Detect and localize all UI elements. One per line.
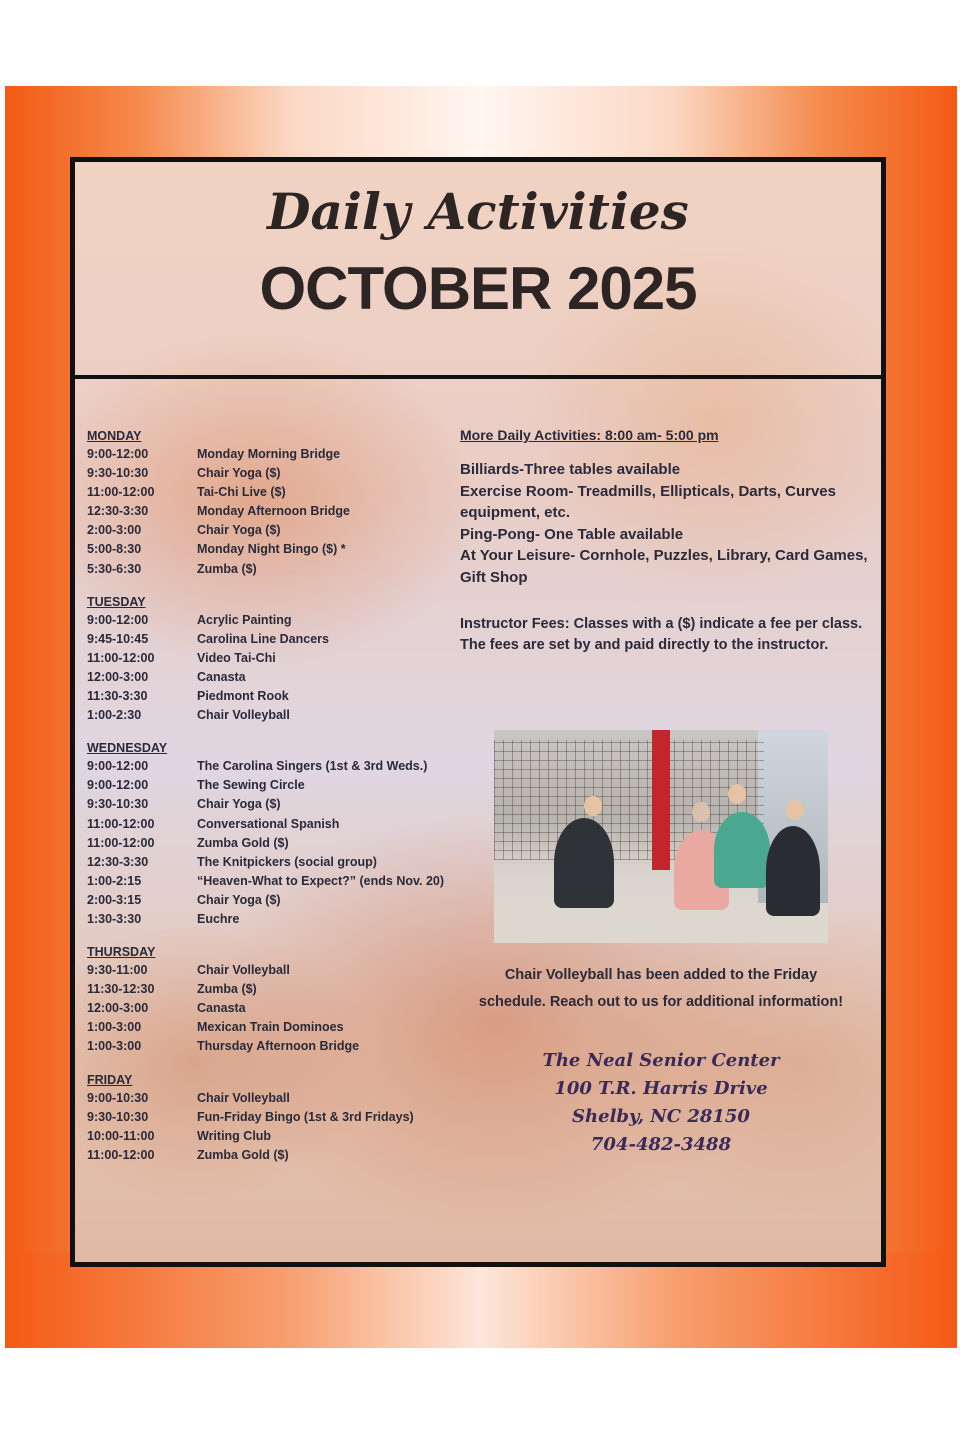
schedule-row <box>87 1018 507 1037</box>
activity-name: Canasta <box>197 669 246 684</box>
activity-name: Chair Volleyball <box>197 708 290 723</box>
activity-name: Conversational Spanish <box>197 816 340 831</box>
more-item-exercise: Exercise Room- Treadmills, Ellipticals, Darts, Curves equipment, etc. <box>460 482 836 521</box>
schedule-row <box>87 1089 507 1108</box>
schedule-row <box>87 540 507 559</box>
photo-head-1 <box>584 796 602 816</box>
schedule-row <box>87 961 507 980</box>
activity-time: 1:00-2:15 <box>87 873 142 888</box>
activity-time: 11:00-12:00 <box>87 816 155 831</box>
schedule-row <box>87 649 507 668</box>
activity-name: Zumba Gold ($) <box>197 1147 289 1162</box>
activity-name: Thursday Afternoon Bridge <box>197 1039 360 1054</box>
photo-person-4 <box>766 826 820 916</box>
photo-red-banner <box>652 730 670 870</box>
day-block-thursday <box>87 943 507 1056</box>
schedule-row <box>87 853 507 872</box>
schedule-row <box>87 668 507 687</box>
photo-person-1 <box>554 818 614 908</box>
activity-time: 1:30-3:30 <box>87 911 142 926</box>
activity-time: 11:00-12:00 <box>87 835 155 850</box>
activity-time: 12:00-3:00 <box>87 1001 149 1016</box>
activity-time: 5:30-6:30 <box>87 561 142 576</box>
activity-time: 11:00-12:00 <box>87 650 155 665</box>
activity-time: 9:00-10:30 <box>87 1090 149 1105</box>
activity-time: 1:00-3:00 <box>87 1039 142 1054</box>
more-item-ping-pong: Ping-Pong- One Table available <box>460 525 684 543</box>
activity-time: 11:00-12:00 <box>87 1147 155 1162</box>
schedule-row <box>87 910 507 929</box>
activity-time: 9:30-11:00 <box>87 963 148 978</box>
schedule-row <box>87 1146 507 1165</box>
schedule-row <box>87 464 507 483</box>
activity-time: 9:30-10:30 <box>87 466 149 481</box>
day-block-monday <box>87 427 507 579</box>
schedule-row <box>87 706 507 725</box>
activity-name: Piedmont Rook <box>197 689 289 704</box>
activity-name: Zumba ($) <box>197 561 257 576</box>
schedule-row <box>87 1108 507 1127</box>
activity-name: Zumba Gold ($) <box>197 835 289 850</box>
activity-name: Tai-Chi Live ($) <box>197 485 286 500</box>
photo-person-3 <box>714 812 770 888</box>
activity-name: The Knitpickers (social group) <box>197 854 377 869</box>
activity-time: 9:00-12:00 <box>87 447 149 461</box>
day-block-tuesday <box>87 593 507 726</box>
activity-name: Canasta <box>197 1001 246 1016</box>
day-block-wednesday <box>87 739 507 929</box>
activity-name: Chair Yoga ($) <box>197 892 281 907</box>
activity-name: “Heaven-What to Expect?” (ends Nov. 20) <box>197 873 445 888</box>
center-address <box>471 1047 851 1159</box>
activity-name: Fun-Friday Bingo (1st & 3rd Fridays) <box>197 1109 414 1124</box>
center-city: Shelby, NC 28150 <box>572 1106 750 1127</box>
activity-time: 12:30-3:30 <box>87 504 149 519</box>
day-heading: FRIDAY <box>87 1072 133 1087</box>
day-heading: WEDNESDAY <box>87 741 168 756</box>
activity-name: Monday Morning Bridge <box>197 447 341 461</box>
schedule-row <box>87 483 507 502</box>
more-activities <box>460 427 875 656</box>
photo-head-4 <box>786 800 804 820</box>
activity-time: 2:00-3:00 <box>87 523 142 538</box>
day-block-friday <box>87 1071 507 1165</box>
activity-name: The Sewing Circle <box>197 778 305 793</box>
schedule-row <box>87 891 507 910</box>
schedule-row <box>87 999 507 1018</box>
photo-head-2 <box>692 802 710 822</box>
activity-time: 2:00-3:15 <box>87 892 142 907</box>
activity-name: Mexican Train Dominoes <box>197 1020 344 1035</box>
activity-time: 11:30-12:30 <box>87 982 155 997</box>
day-heading: TUESDAY <box>87 594 146 609</box>
activity-name: Chair Yoga ($) <box>197 797 281 812</box>
activity-name: Euchre <box>197 911 240 926</box>
more-item-billiards: Billiards-Three tables available <box>460 461 681 478</box>
more-item-leisure: At Your Leisure- Cornhole, Puzzles, Library, Card Games, Gift Shop <box>460 547 868 586</box>
script-title: Daily Activities <box>267 182 689 241</box>
instructor-fees-note: Instructor Fees: Classes with a ($) indicate a fee per class. The fees are set by and paid directly to the instructor. <box>460 616 863 653</box>
activity-time: 1:00-2:30 <box>87 708 142 723</box>
activity-name: Acrylic Painting <box>197 612 292 627</box>
schedule-row <box>87 560 507 579</box>
schedule-row <box>87 834 507 853</box>
schedule-row <box>87 502 507 521</box>
activity-time: 9:00-12:00 <box>87 612 149 627</box>
activity-time: 1:00-3:00 <box>87 1020 142 1035</box>
activity-time: 11:30-3:30 <box>87 689 148 704</box>
activity-name: Chair Yoga ($) <box>197 466 281 481</box>
chair-volleyball-photo <box>494 730 828 943</box>
day-heading: THURSDAY <box>87 945 156 960</box>
schedule-row <box>87 521 507 540</box>
volleyball-caption: Chair Volleyball has been added to the Friday schedule. Reach out to us for additional information! <box>478 967 844 1010</box>
activity-name: The Carolina Singers (1st & 3rd Weds.) <box>197 759 428 774</box>
activity-time: 5:00-8:30 <box>87 542 142 557</box>
weekly-schedule <box>87 427 507 1179</box>
schedule-row <box>87 687 507 706</box>
schedule-row <box>87 815 507 834</box>
schedule-row <box>87 757 507 776</box>
activity-time: 11:00-12:00 <box>87 485 155 500</box>
schedule-row <box>87 611 507 630</box>
schedule-row <box>87 795 507 814</box>
center-phone: 704-482-3488 <box>590 1134 732 1155</box>
activity-name: Chair Volleyball <box>197 963 290 978</box>
activity-time: 9:00-12:00 <box>87 778 149 793</box>
activity-time: 9:30-10:30 <box>87 1109 149 1124</box>
schedule-row <box>87 1127 507 1146</box>
activity-name: Zumba ($) <box>197 982 257 997</box>
activity-name: Monday Afternoon Bridge <box>197 504 351 519</box>
schedule-row <box>87 872 507 891</box>
center-street: 100 T.R. Harris Drive <box>554 1078 768 1099</box>
more-activities-title: More Daily Activities: 8:00 am- 5:00 pm <box>460 427 719 443</box>
day-heading: MONDAY <box>87 429 142 443</box>
activity-name: Monday Night Bingo ($) * <box>197 542 346 557</box>
activity-time: 12:30-3:30 <box>87 854 149 869</box>
activity-time: 9:30-10:30 <box>87 797 149 812</box>
center-name: The Neal Senior Center <box>542 1050 780 1071</box>
month-title: OCTOBER 2025 <box>259 255 697 322</box>
schedule-row <box>87 980 507 999</box>
activity-time: 9:00-12:00 <box>87 759 149 774</box>
schedule-row <box>87 1037 507 1056</box>
photo-head-3 <box>728 784 746 804</box>
schedule-row <box>87 630 507 649</box>
activity-time: 9:45-10:45 <box>87 631 149 646</box>
activity-name: Carolina Line Dancers <box>197 631 329 646</box>
flyer <box>70 157 886 1267</box>
activity-name: Writing Club <box>197 1128 272 1143</box>
header-divider <box>75 375 881 379</box>
activity-name: Chair Volleyball <box>197 1090 290 1105</box>
activity-time: 12:00-3:00 <box>87 669 149 684</box>
activity-name: Chair Yoga ($) <box>197 523 281 538</box>
activity-name: Video Tai-Chi <box>197 650 276 665</box>
schedule-row <box>87 445 507 464</box>
activity-time: 10:00-11:00 <box>87 1128 155 1143</box>
schedule-row <box>87 776 507 795</box>
